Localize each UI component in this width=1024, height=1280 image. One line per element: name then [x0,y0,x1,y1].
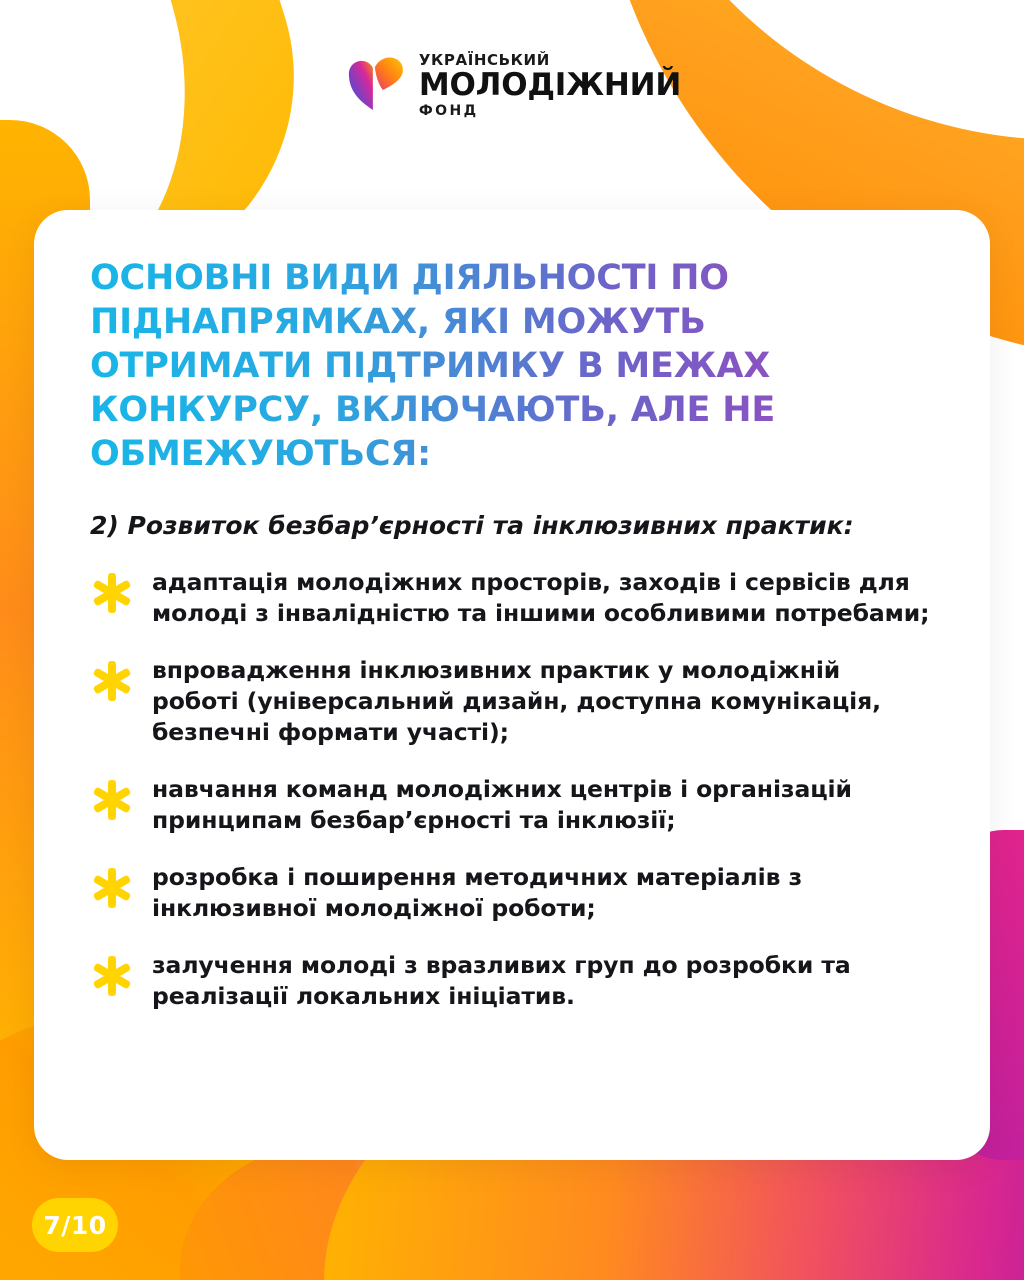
list-item-text: впровадження інклюзивних практик у молодіжній роботі (універсальний дизайн, доступна комунікація, безпечні формати участі); [152,656,881,747]
asterisk-bullet-icon [90,954,134,998]
section-subtitle: 2) Розвиток безбар’єрності та інклюзивних практик: [90,511,854,541]
brand-line-1: УКРАЇНСЬКИЙ [418,50,550,69]
list-item-text: навчання команд молодіжних центрів і організацій принципам безбар’єрності та інклюзії; [152,775,852,835]
list-item-text: розробка і поширення методичних матеріалів з інклюзивної молодіжної роботи; [152,863,802,923]
asterisk-bullet-icon [90,659,134,703]
brand-logo [343,48,681,122]
list-item [90,655,934,748]
list-item [90,862,934,924]
list-item [90,950,934,1012]
activities-list [90,567,934,1012]
brand-line-2: МОЛОДІЖНИЙ [418,66,682,103]
list-item [90,774,934,836]
asterisk-bullet-icon [90,571,134,615]
list-item-text: залучення молоді з вразливих груп до розробки та реалізації локальних ініціатив. [152,951,851,1011]
brand-logo-text [418,50,682,119]
heart-gradient-logo-icon [343,48,407,122]
list-item [90,567,934,629]
list-item-text: адаптація молодіжних просторів, заходів і сервісів для молоді з інвалідністю та іншими особливими потребами; [152,567,930,627]
page-title: ОСНОВНІ ВИДИ ДІЯЛЬНОСТІ ПО ПІДНАПРЯМКАХ, ЯКІ МОЖУТЬ ОТРИМАТИ ПІДТРИМКУ В МЕЖАХ КОНКУРСУ, ВКЛЮЧАЮТЬ, АЛЕ НЕ ОБМЕЖУЮТЬСЯ: [90,256,934,476]
content-card [34,210,990,1160]
asterisk-bullet-icon [90,866,134,910]
page-number-label: 7/10 [43,1210,107,1240]
page-number-badge [32,1198,118,1252]
brand-line-3: ФОНД [418,102,479,119]
asterisk-bullet-icon [90,778,134,822]
